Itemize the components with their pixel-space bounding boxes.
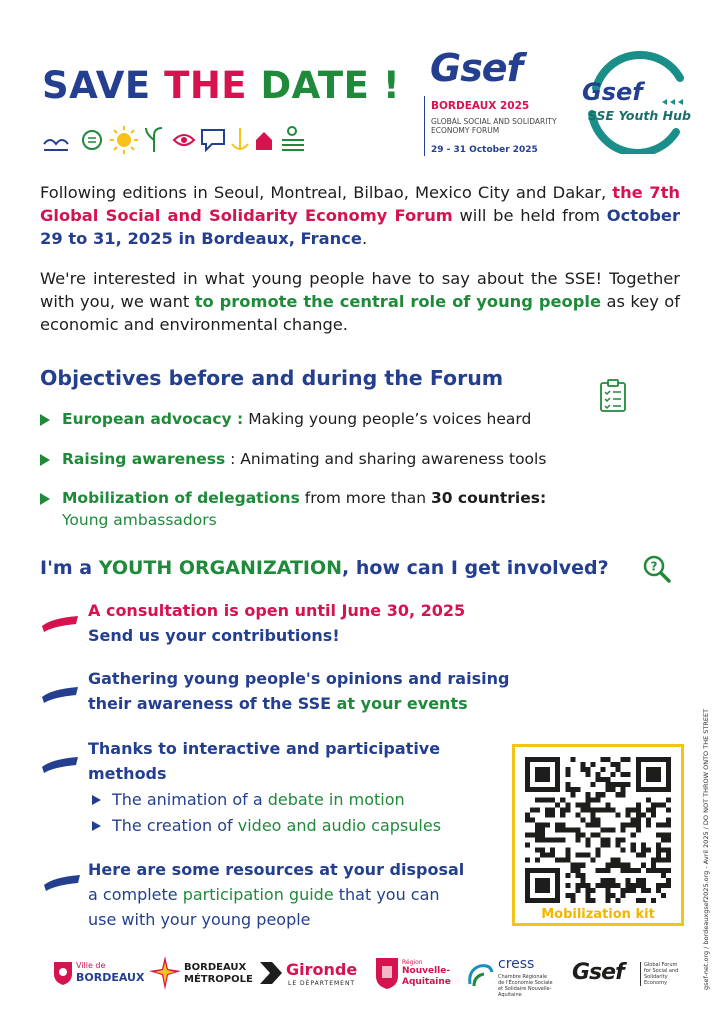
objective-item: European advocacy : Making young people’s voices heard: [40, 409, 660, 431]
objective-item: Raising awareness : Animating and sharing awareness tools: [40, 449, 660, 471]
qr-finder-pattern: [525, 757, 560, 792]
brush-stroke-red: [40, 614, 80, 632]
sun-icon: [110, 126, 138, 154]
method-bullet: The animation of a debate in motion: [92, 789, 492, 811]
gsef-bordeaux-logo: [424, 46, 564, 160]
side-note: gsef-net.org / bordeauxgsef2025.org - Avril 2025 / DO NOT THROW ONTO THE STREET: [702, 708, 710, 990]
euro-icon: [83, 131, 101, 149]
bullet-triangle-icon: [40, 493, 50, 505]
gsef-subtitle: GLOBAL SOCIAL AND SOLIDARITY ECONOMY FORUM: [431, 117, 557, 135]
partner-ville-bordeaux: Ville de BORDEAUX: [48, 950, 140, 998]
bullet-triangle-icon: [92, 795, 101, 805]
bullet-triangle-icon: [40, 454, 50, 466]
house-icon: [256, 132, 272, 150]
eye-icon: [174, 135, 194, 145]
title-the: THE: [164, 64, 248, 107]
divider: [424, 96, 425, 156]
objectives-heading: Objectives before and during the Forum: [40, 366, 504, 390]
cress-swirl-icon: [466, 960, 494, 990]
brush-stroke-blue: [42, 873, 82, 891]
partner-bordeaux-metropole: BORDEAUX MÉTROPOLE: [148, 950, 248, 998]
qr-code-card[interactable]: [512, 744, 684, 926]
sse-youth-hub-logo: [576, 48, 690, 154]
gsef-wordmark: Gsef: [430, 46, 523, 90]
anchor-icon: [232, 128, 248, 150]
qr-finder-pattern: [525, 868, 560, 903]
plant-bars-icon: [282, 127, 304, 150]
gironde-arrow-icon: [258, 960, 284, 986]
involvement-methods: Thanks to interactive and participative methods: [88, 739, 441, 783]
qr-code-icon[interactable]: [525, 757, 671, 903]
svg-text:?: ?: [650, 559, 658, 574]
partner-logos: [48, 950, 688, 998]
involvement-gathering: Gathering young people's opinions and raising their awareness of the SSE at your events: [88, 669, 510, 713]
bullet-triangle-icon: [92, 821, 101, 831]
hub-wordmark: Gsef: [582, 78, 643, 106]
metropole-star-icon: [148, 954, 182, 992]
sprout-icon: [146, 128, 162, 152]
speech-bubble-icon: [202, 130, 224, 150]
clipboard-checklist-icon: [599, 379, 627, 413]
brush-stroke-blue: [40, 685, 80, 703]
objective-item: Mobilization of delegations from more than 30 countries: Young ambassadors: [40, 488, 660, 532]
title-date: DATE !: [260, 64, 401, 107]
sse-pictograms: [42, 120, 312, 156]
partner-nouvelle-aquitaine: Région Nouvelle- Aquitaine: [374, 950, 452, 998]
qr-finder-pattern: [636, 757, 671, 792]
hub-subtitle: SSE Youth Hub: [588, 108, 691, 123]
region-lion-icon: [374, 956, 400, 990]
partner-gsef: Gsef Global Forum for Social and Solidarity Economy: [572, 960, 679, 986]
qr-label: Mobilization kit: [541, 907, 655, 922]
bordeaux-crest-icon: [52, 960, 74, 986]
involvement-consultation: A consultation is open until June 30, 2025 Send us your contributions!: [88, 601, 466, 645]
method-bullet: The creation of video and audio capsules: [92, 815, 512, 837]
search-icon: [642, 554, 672, 584]
wave-icon: [44, 140, 68, 150]
divider: [640, 962, 641, 986]
intro-paragraph-2: We're interested in what young people have to say about the SSE! Together with you, we want to promote the central role of young people as key of economic and environmental change.: [40, 269, 680, 334]
partner-gironde: Gironde LE DÉPARTEMENT: [258, 950, 362, 998]
bullet-triangle-icon: [40, 414, 50, 426]
objective-sub: Young ambassadors: [62, 511, 217, 529]
intro-paragraph-1: Following editions in Seoul, Montreal, Bilbao, Mexico City and Dakar, the 7th Global Social and Solidarity Economy Forum will be held from October 29 to 31, 2025 in Bordeaux, France.: [40, 183, 680, 248]
gsef-city: BORDEAUX 2025: [431, 100, 530, 112]
partner-cress: cress Chambre Régionale de l'Économie Sociale et Solidaire Nouvelle-Aquitaine: [466, 950, 566, 998]
involvement-resources: Here are some resources at your disposal a complete participation guide that you can use with your young people: [88, 860, 465, 929]
page-title: [42, 64, 400, 107]
youth-heading: I'm a YOUTH ORGANIZATION, how can I get involved?: [40, 557, 609, 579]
brush-stroke-blue: [40, 755, 80, 773]
title-save: SAVE: [42, 64, 151, 107]
gsef-dates: 29 - 31 October 2025: [431, 145, 538, 155]
